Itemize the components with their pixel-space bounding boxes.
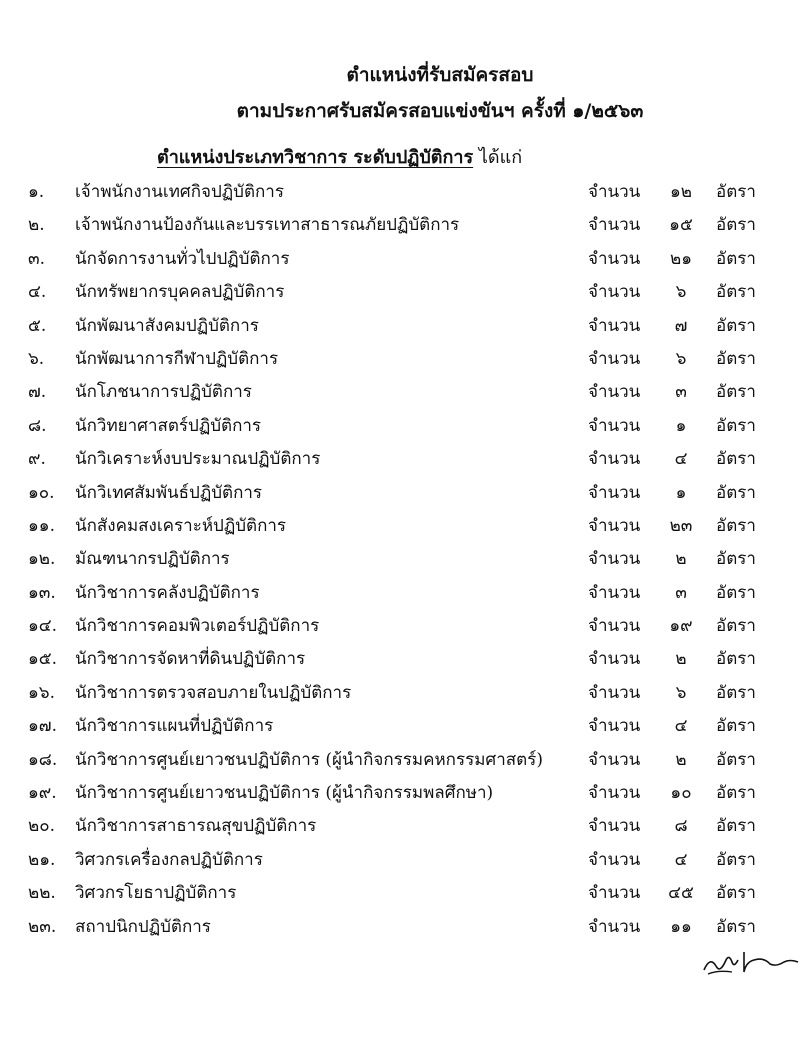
position-count-label: จำนวน: [588, 415, 641, 436]
position-count: ๒: [675, 649, 687, 670]
position-row: [0, 439, 800, 472]
position-number: ๒๓.: [28, 916, 57, 937]
position-count: ๒: [675, 549, 687, 570]
position-count: ๗: [674, 315, 688, 336]
position-row: [0, 473, 800, 506]
position-row: [0, 306, 800, 339]
position-number: ๑๕.: [28, 649, 58, 670]
section-heading-rest: ได้แก่: [473, 147, 523, 168]
position-count: ๑๒: [670, 182, 692, 202]
position-row: [0, 539, 800, 572]
position-number: ๒๐.: [28, 816, 55, 837]
position-count-label: จำนวน: [588, 649, 641, 670]
position-name: นักวิชาการจัดหาที่ดินปฏิบัติการ: [75, 649, 306, 670]
position-count: ๒: [675, 749, 687, 770]
position-name: นักวิชาการแผนที่ปฏิบัติการ: [75, 716, 274, 737]
position-count: ๖: [675, 348, 687, 369]
position-name: นักวิชาการคลังปฏิบัติการ: [75, 582, 260, 603]
position-row: [0, 372, 800, 405]
position-name: สถาปนิกปฏิบัติการ: [75, 916, 211, 937]
position-number: ๑๑.: [28, 515, 55, 536]
position-name: นักวิชาการคอมพิวเตอร์ปฏิบัติการ: [75, 616, 320, 637]
position-row: [0, 773, 800, 806]
position-count-label: จำนวน: [588, 582, 641, 603]
position-name: เจ้าพนักงานป้องกันและบรรเทาสาธารณภัยปฏิบัติการ: [75, 215, 460, 236]
position-unit: อัตรา: [716, 816, 756, 837]
position-unit: อัตรา: [716, 348, 756, 369]
position-count: ๔: [674, 849, 688, 870]
position-unit: อัตรา: [716, 582, 756, 603]
position-name: เจ้าพนักงานเทศกิจปฏิบัติการ: [75, 182, 284, 202]
position-number: ๕.: [28, 315, 47, 336]
section-heading: [157, 142, 522, 171]
position-count-label: จำนวน: [588, 883, 641, 904]
position-count-label: จำนวน: [588, 549, 641, 570]
position-count-label: จำนวน: [588, 215, 641, 236]
position-unit: อัตรา: [716, 749, 756, 770]
position-row: [0, 873, 800, 906]
position-name: นักจัดการงานทั่วไปปฏิบัติการ: [75, 248, 290, 269]
position-row: [0, 606, 800, 639]
position-name: นักทรัพยากรบุคคลปฏิบัติการ: [75, 282, 285, 303]
position-count: ๑๕: [669, 215, 693, 236]
position-number: ๑๒.: [28, 549, 56, 570]
position-count-label: จำนวน: [588, 482, 641, 503]
position-number: ๑๖.: [28, 682, 55, 703]
position-number: ๒๑.: [28, 849, 56, 870]
position-number: ๘.: [28, 415, 47, 436]
position-unit: อัตรา: [716, 649, 756, 670]
position-count-label: จำนวน: [588, 816, 641, 837]
position-count: ๘: [674, 816, 688, 837]
position-count-label: จำนวน: [588, 315, 641, 336]
position-number: ๓.: [28, 248, 46, 269]
position-row: [0, 706, 800, 739]
position-count-label: จำนวน: [588, 916, 641, 937]
position-name: นักวิเคราะห์งบประมาณปฏิบัติการ: [75, 449, 321, 470]
position-name: นักพัฒนาการกีฬาปฏิบัติการ: [75, 348, 279, 369]
position-unit: อัตรา: [716, 916, 756, 937]
position-unit: อัตรา: [716, 382, 756, 403]
position-row: [0, 673, 800, 706]
position-unit: อัตรา: [716, 248, 756, 269]
position-row: [0, 172, 800, 205]
position-name: นักวิชาการศูนย์เยาวชนปฏิบัติการ (ผู้นำกิจกรรมคหกรรมศาสตร์): [75, 749, 543, 770]
position-count: ๔: [674, 716, 688, 737]
position-number: ๑๗.: [28, 716, 57, 737]
position-list: [0, 172, 800, 940]
position-count: ๔๕: [668, 883, 694, 904]
position-row: [0, 573, 800, 606]
position-count-label: จำนวน: [588, 515, 641, 536]
position-count-label: จำนวน: [588, 382, 641, 403]
position-name: นักวิทยาศาสตร์ปฏิบัติการ: [75, 415, 262, 436]
position-unit: อัตรา: [716, 716, 756, 737]
position-name: วิศวกรโยธาปฏิบัติการ: [75, 883, 237, 904]
position-unit: อัตรา: [716, 515, 756, 536]
position-count: ๓: [675, 582, 687, 603]
position-name: นักวิเทศสัมพันธ์ปฏิบัติการ: [75, 482, 263, 503]
position-row: [0, 406, 800, 439]
position-number: ๒.: [28, 215, 45, 236]
position-number: ๑๙.: [28, 783, 57, 804]
position-name: นักวิชาการตรวจสอบภายในปฏิบัติการ: [75, 682, 352, 703]
position-row: [0, 907, 800, 940]
position-row: [0, 806, 800, 839]
position-count-label: จำนวน: [588, 716, 641, 737]
position-number: ๔.: [28, 282, 47, 303]
position-number: ๒๒.: [28, 883, 56, 904]
position-unit: อัตรา: [716, 849, 756, 870]
position-unit: อัตรา: [716, 182, 756, 202]
position-row: [0, 740, 800, 773]
position-unit: อัตรา: [716, 449, 756, 470]
position-row: [0, 272, 800, 305]
position-count-label: จำนวน: [588, 182, 641, 202]
position-count: ๖: [675, 282, 687, 303]
position-name: นักพัฒนาสังคมปฏิบัติการ: [75, 315, 259, 336]
position-name: นักโภชนาการปฏิบัติการ: [75, 382, 252, 403]
position-unit: อัตรา: [716, 616, 756, 637]
position-name: มัณฑนากรปฏิบัติการ: [75, 549, 230, 570]
position-count-label: จำนวน: [588, 749, 641, 770]
position-count-label: จำนวน: [588, 282, 641, 303]
position-count-label: จำนวน: [588, 616, 641, 637]
position-count: ๑: [675, 415, 687, 436]
position-number: ๑.: [28, 182, 45, 202]
position-name: นักสังคมสงเคราะห์ปฏิบัติการ: [75, 515, 287, 536]
position-number: ๑๔.: [28, 616, 58, 637]
position-count: ๑๐: [670, 783, 692, 804]
position-count: ๑: [675, 482, 687, 503]
position-row: [0, 840, 800, 873]
position-count-label: จำนวน: [588, 449, 641, 470]
position-count-label: จำนวน: [588, 783, 641, 804]
position-count: ๒๓: [669, 515, 693, 536]
position-count: ๓: [675, 382, 687, 403]
document-title: ตำแหน่งที่รับสมัครสอบ: [346, 64, 534, 86]
position-row: [0, 506, 800, 539]
position-unit: อัตรา: [716, 883, 756, 904]
position-number: ๗.: [28, 382, 47, 403]
position-number: ๖.: [28, 348, 45, 369]
position-count-label: จำนวน: [588, 248, 641, 269]
position-count-label: จำนวน: [588, 682, 641, 703]
position-number: ๑๐.: [28, 482, 55, 503]
position-unit: อัตรา: [716, 282, 756, 303]
position-name: นักวิชาการสาธารณสุขปฏิบัติการ: [75, 816, 317, 837]
position-count-label: จำนวน: [588, 348, 641, 369]
position-count-label: จำนวน: [588, 849, 641, 870]
position-number: ๑๘.: [28, 749, 58, 770]
position-count: ๔: [674, 449, 688, 470]
position-number: ๙.: [28, 449, 46, 470]
position-count: ๑๑: [670, 916, 692, 937]
position-unit: อัตรา: [716, 549, 756, 570]
document-subtitle: ตามประกาศรับสมัครสอบแข่งขันฯ ครั้งที่ ๑/๒๕๖๓: [236, 100, 644, 122]
position-count: ๖: [675, 682, 687, 703]
position-unit: อัตรา: [716, 682, 756, 703]
position-unit: อัตรา: [716, 315, 756, 336]
position-row: [0, 339, 800, 372]
position-row: [0, 639, 800, 672]
position-row: [0, 205, 800, 238]
position-unit: อัตรา: [716, 215, 756, 236]
position-number: ๑๓.: [28, 582, 56, 603]
position-count: ๒๑: [670, 248, 692, 269]
signature-mark: [700, 940, 800, 980]
position-name: นักวิชาการศูนย์เยาวชนปฏิบัติการ (ผู้นำกิจกรรมพลศึกษา): [75, 783, 494, 804]
position-row: [0, 239, 800, 272]
position-unit: อัตรา: [716, 415, 756, 436]
position-name: วิศวกรเครื่องกลปฏิบัติการ: [75, 849, 263, 870]
position-count: ๑๙: [669, 616, 693, 637]
section-heading-underlined: ตำแหน่งประเภทวิชาการ ระดับปฏิบัติการ: [157, 147, 474, 168]
position-unit: อัตรา: [716, 783, 756, 804]
position-unit: อัตรา: [716, 482, 756, 503]
